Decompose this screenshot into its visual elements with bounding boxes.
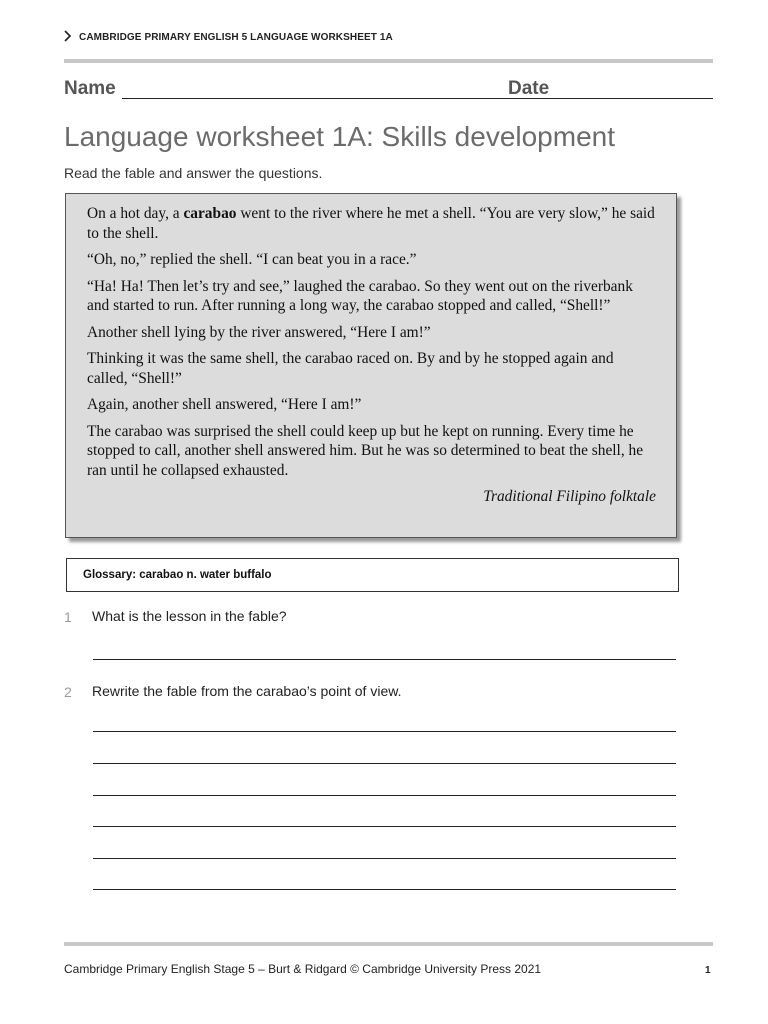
glossary-box: Glossary: carabao n. water buffalo xyxy=(66,558,679,592)
fable-paragraph-2: “Oh, no,” replied the shell. “I can beat you in a race.” xyxy=(87,251,417,268)
fable-paragraph-7: The carabao was surprised the shell could keep up but he kept on running. Every time he stopped to call, another shell answered him. But he was so determined to beat the shell, he ran until he collapsed exhausted. xyxy=(87,422,644,479)
name-label: Name xyxy=(64,78,116,99)
page-number: 1 xyxy=(705,965,711,976)
fable-paragraph-4: Another shell lying by the river answered, “Here I am!” xyxy=(87,323,431,341)
answer-line[interactable] xyxy=(93,731,676,732)
top-divider xyxy=(64,59,713,63)
fable-box xyxy=(65,193,677,538)
fable-paragraph-6: Again, another shell answered, “Here I am!” xyxy=(87,396,362,413)
answer-line[interactable] xyxy=(93,826,676,827)
answer-line[interactable] xyxy=(93,889,676,890)
question-number: 1 xyxy=(64,609,72,625)
fable-keyword: carabao xyxy=(183,205,237,222)
answer-line[interactable] xyxy=(93,763,676,764)
page-title: Language worksheet 1A: Skills development xyxy=(64,121,616,152)
fable-paragraph-3: “Ha! Ha! Then let’s try and see,” laughed the carabao. So they went out on the riverbank and started to run. After running a long way, the carabao stopped and called, “Shell!” xyxy=(87,277,633,314)
date-label: Date xyxy=(508,78,550,99)
series-header xyxy=(64,30,393,45)
chevron-right-icon xyxy=(64,30,71,45)
date-field[interactable] xyxy=(556,98,713,99)
question-text: What is the lesson in the fable? xyxy=(92,608,287,624)
answer-line[interactable] xyxy=(93,858,676,859)
question-number: 2 xyxy=(64,684,72,700)
fable-paragraph-1: On a hot day, a carabao went to the river where he met a shell. “You are very slow,” he said to the shell. xyxy=(87,205,655,242)
answer-line[interactable] xyxy=(93,659,676,660)
instruction-text: Read the fable and answer the questions. xyxy=(64,165,323,181)
bottom-divider xyxy=(64,942,713,946)
fable-source: Traditional Filipino folktale xyxy=(483,488,656,505)
fable-paragraph-5: Thinking it was the same shell, the carabao raced on. By and by he stopped again and called, “Shell!” xyxy=(87,350,614,387)
question-text: Rewrite the fable from the carabao’s point of view. xyxy=(92,683,402,699)
footer-credit: Cambridge Primary English Stage 5 – Burt & Ridgard © Cambridge University Press 2021 xyxy=(64,962,542,976)
answer-line[interactable] xyxy=(93,795,676,796)
name-field[interactable] xyxy=(122,98,558,99)
name-date-row xyxy=(64,78,713,102)
series-label: CAMBRIDGE PRIMARY ENGLISH 5 LANGUAGE WORKSHEET 1A xyxy=(79,32,393,43)
